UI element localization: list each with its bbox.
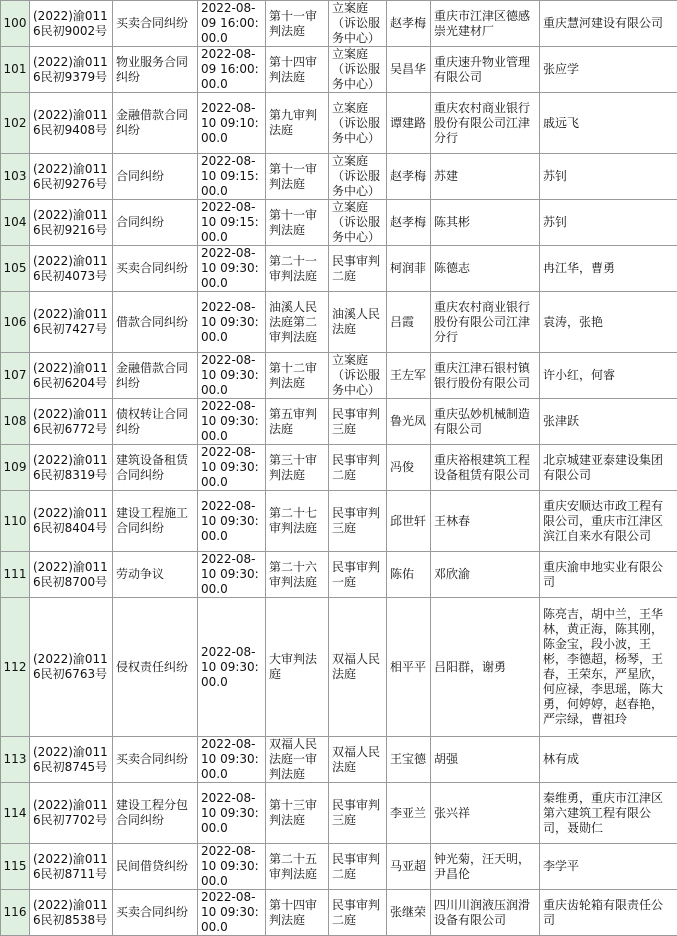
row-number: 106	[1, 292, 30, 353]
row-number: 102	[1, 93, 30, 154]
defendant-cell: 戚远飞	[540, 93, 677, 154]
table-row	[1, 552, 677, 598]
case-cause-cell: 借款合同纠纷	[113, 292, 198, 353]
plaintiff-cell: 苏建	[431, 154, 540, 200]
defendant-cell: 秦维勇，重庆市江津区第六建筑工程有限公司，聂勋仁	[540, 783, 677, 844]
judge-cell: 吕霞	[387, 292, 431, 353]
hearing-time-cell: 2022-08-10 09:30:00.0	[198, 598, 266, 737]
case-number-cell: (2022)渝0116民初9408号	[30, 93, 113, 154]
judge-cell: 马亚超	[387, 844, 431, 890]
department-cell: 民事审判一庭	[329, 552, 387, 598]
judge-cell: 相平平	[387, 598, 431, 737]
case-number-cell: (2022)渝0116民初9002号	[30, 1, 113, 47]
department-cell: 双福人民法庭	[329, 737, 387, 783]
row-number: 115	[1, 844, 30, 890]
case-cause-cell: 建设工程分包合同纠纷	[113, 783, 198, 844]
case-cause-cell: 物业服务合同纠纷	[113, 47, 198, 93]
hearing-time-cell: 2022-08-10 09:30:00.0	[198, 844, 266, 890]
department-cell: 民事审判二庭	[329, 844, 387, 890]
row-number: 103	[1, 154, 30, 200]
department-cell: 民事审判二庭	[329, 246, 387, 292]
courtroom-cell: 第三十审判法庭	[266, 445, 329, 491]
plaintiff-cell: 陈其彬	[431, 200, 540, 246]
judge-cell: 赵孝梅	[387, 154, 431, 200]
courtroom-cell: 双福人民法庭一审判法庭	[266, 737, 329, 783]
table-row	[1, 844, 677, 890]
judge-cell: 王左军	[387, 353, 431, 399]
row-number: 101	[1, 47, 30, 93]
defendant-cell: 李学平	[540, 844, 677, 890]
judge-cell: 冯俊	[387, 445, 431, 491]
courtroom-cell: 油溪人民法庭第二审判法庭	[266, 292, 329, 353]
hearing-time-cell: 2022-08-10 09:30:00.0	[198, 246, 266, 292]
department-cell: 立案庭（诉讼服务中心）	[329, 1, 387, 47]
hearing-time-cell: 2022-08-10 09:30:00.0	[198, 783, 266, 844]
courtroom-cell: 第十一审判法庭	[266, 200, 329, 246]
row-number: 114	[1, 783, 30, 844]
plaintiff-cell: 吕阳群，谢勇	[431, 598, 540, 737]
department-cell: 民事审判二庭	[329, 890, 387, 936]
judge-cell: 谭建路	[387, 93, 431, 154]
hearing-time-cell: 2022-08-10 09:30:00.0	[198, 890, 266, 936]
courtroom-cell: 第二十七审判法庭	[266, 491, 329, 552]
case-number-cell: (2022)渝0116民初8404号	[30, 491, 113, 552]
hearing-time-cell: 2022-08-10 09:30:00.0	[198, 353, 266, 399]
row-number: 109	[1, 445, 30, 491]
table-row	[1, 93, 677, 154]
case-number-cell: (2022)渝0116民初7702号	[30, 783, 113, 844]
department-cell: 民事审判三庭	[329, 783, 387, 844]
defendant-cell: 冉江华，曹勇	[540, 246, 677, 292]
plaintiff-cell: 重庆市江津区德感崇光建材厂	[431, 1, 540, 47]
hearing-time-cell: 2022-08-10 09:15:00.0	[198, 154, 266, 200]
defendant-cell: 林有成	[540, 737, 677, 783]
table-row	[1, 353, 677, 399]
defendant-cell: 陈亮吉，胡中兰，王华林，黄正海，陈其刚，陈金宝，段小波，王彬，李德超，杨琴，王春，王荣东，严星欣，何应禄，李思瑶，陈大勇，何婷婷，赵春艳，严宗绿，曹祖玲	[540, 598, 677, 737]
row-number: 112	[1, 598, 30, 737]
defendant-cell: 苏钊	[540, 154, 677, 200]
case-number-cell: (2022)渝0116民初8538号	[30, 890, 113, 936]
courtroom-cell: 第十一审判法庭	[266, 1, 329, 47]
courtroom-cell: 第十三审判法庭	[266, 783, 329, 844]
plaintiff-cell: 陈德志	[431, 246, 540, 292]
judge-cell: 王宝德	[387, 737, 431, 783]
judge-cell: 张继荣	[387, 890, 431, 936]
case-number-cell: (2022)渝0116民初6763号	[30, 598, 113, 737]
row-number: 110	[1, 491, 30, 552]
defendant-cell: 北京城建亚泰建设集团有限公司	[540, 445, 677, 491]
table-row	[1, 246, 677, 292]
case-cause-cell: 民间借贷纠纷	[113, 844, 198, 890]
defendant-cell: 重庆安顺达市政工程有限公司，重庆市江津区滨江自来水有限公司	[540, 491, 677, 552]
case-cause-cell: 金融借款合同纠纷	[113, 353, 198, 399]
case-cause-cell: 买卖合同纠纷	[113, 246, 198, 292]
hearing-time-cell: 2022-08-10 09:30:00.0	[198, 491, 266, 552]
department-cell: 民事审判三庭	[329, 399, 387, 445]
department-cell: 民事审判二庭	[329, 445, 387, 491]
courtroom-cell: 第二十五审判法庭	[266, 844, 329, 890]
plaintiff-cell: 重庆弘妙机械制造有限公司	[431, 399, 540, 445]
case-number-cell: (2022)渝0116民初6204号	[30, 353, 113, 399]
row-number: 104	[1, 200, 30, 246]
case-cause-cell: 建设工程施工合同纠纷	[113, 491, 198, 552]
table-row	[1, 200, 677, 246]
case-number-cell: (2022)渝0116民初9379号	[30, 47, 113, 93]
judge-cell: 柯润菲	[387, 246, 431, 292]
case-number-cell: (2022)渝0116民初9216号	[30, 200, 113, 246]
department-cell: 立案庭（诉讼服务中心）	[329, 353, 387, 399]
courtroom-cell: 第二十六审判法庭	[266, 552, 329, 598]
plaintiff-cell: 重庆裕根建筑工程设备租赁有限公司	[431, 445, 540, 491]
plaintiff-cell: 重庆农村商业银行股份有限公司江津分行	[431, 292, 540, 353]
defendant-cell: 张应学	[540, 47, 677, 93]
defendant-cell: 张津跃	[540, 399, 677, 445]
hearing-time-cell: 2022-08-10 09:15:00.0	[198, 200, 266, 246]
department-cell: 双福人民法庭	[329, 598, 387, 737]
hearing-time-cell: 2022-08-10 09:10:00.0	[198, 93, 266, 154]
case-number-cell: (2022)渝0116民初8711号	[30, 844, 113, 890]
hearing-time-cell: 2022-08-10 09:30:00.0	[198, 292, 266, 353]
case-number-cell: (2022)渝0116民初8745号	[30, 737, 113, 783]
row-number: 105	[1, 246, 30, 292]
judge-cell: 陈佑	[387, 552, 431, 598]
table-row	[1, 890, 677, 936]
case-number-cell: (2022)渝0116民初9276号	[30, 154, 113, 200]
hearing-time-cell: 2022-08-10 09:30:00.0	[198, 445, 266, 491]
case-cause-cell: 买卖合同纠纷	[113, 890, 198, 936]
courtroom-cell: 第十四审判法庭	[266, 47, 329, 93]
plaintiff-cell: 张兴祥	[431, 783, 540, 844]
case-number-cell: (2022)渝0116民初8700号	[30, 552, 113, 598]
table-row	[1, 399, 677, 445]
case-cause-cell: 买卖合同纠纷	[113, 1, 198, 47]
case-cause-cell: 合同纠纷	[113, 154, 198, 200]
plaintiff-cell: 四川川润液压润滑设备有限公司	[431, 890, 540, 936]
row-number: 107	[1, 353, 30, 399]
judge-cell: 鲁光凤	[387, 399, 431, 445]
judge-cell: 邱世轩	[387, 491, 431, 552]
case-cause-cell: 金融借款合同纠纷	[113, 93, 198, 154]
plaintiff-cell: 重庆江津石银村镇银行股份有限公司	[431, 353, 540, 399]
plaintiff-cell: 钟光菊，汪天明，尹昌伦	[431, 844, 540, 890]
table-row	[1, 598, 677, 737]
table-row	[1, 1, 677, 47]
plaintiff-cell: 王林春	[431, 491, 540, 552]
table-row	[1, 783, 677, 844]
row-number: 108	[1, 399, 30, 445]
department-cell: 民事审判三庭	[329, 491, 387, 552]
plaintiff-cell: 邓欣渝	[431, 552, 540, 598]
table-body	[1, 1, 677, 936]
courtroom-cell: 第十一审判法庭	[266, 154, 329, 200]
department-cell: 油溪人民法庭	[329, 292, 387, 353]
hearing-time-cell: 2022-08-10 09:30:00.0	[198, 399, 266, 445]
row-number: 113	[1, 737, 30, 783]
courtroom-cell: 第五审判法庭	[266, 399, 329, 445]
department-cell: 立案庭（诉讼服务中心）	[329, 47, 387, 93]
defendant-cell: 许小红，何睿	[540, 353, 677, 399]
hearing-time-cell: 2022-08-09 16:00:00.0	[198, 1, 266, 47]
plaintiff-cell: 重庆速升物业管理有限公司	[431, 47, 540, 93]
plaintiff-cell: 重庆农村商业银行股份有限公司江津分行	[431, 93, 540, 154]
defendant-cell: 重庆渝申地实业有限公司	[540, 552, 677, 598]
case-number-cell: (2022)渝0116民初6772号	[30, 399, 113, 445]
defendant-cell: 苏钊	[540, 200, 677, 246]
case-cause-cell: 合同纠纷	[113, 200, 198, 246]
judge-cell: 赵孝梅	[387, 200, 431, 246]
courtroom-cell: 第十二审判法庭	[266, 353, 329, 399]
hearing-time-cell: 2022-08-10 09:30:00.0	[198, 737, 266, 783]
courtroom-cell: 第二十一审判法庭	[266, 246, 329, 292]
defendant-cell: 重庆齿轮箱有限责任公司	[540, 890, 677, 936]
case-cause-cell: 债权转让合同纠纷	[113, 399, 198, 445]
case-cause-cell: 买卖合同纠纷	[113, 737, 198, 783]
hearing-time-cell: 2022-08-10 09:30:00.0	[198, 552, 266, 598]
case-number-cell: (2022)渝0116民初8319号	[30, 445, 113, 491]
plaintiff-cell: 胡强	[431, 737, 540, 783]
table-row	[1, 47, 677, 93]
department-cell: 立案庭（诉讼服务中心）	[329, 154, 387, 200]
row-number: 116	[1, 890, 30, 936]
table-row	[1, 292, 677, 353]
table-row	[1, 154, 677, 200]
table-row	[1, 491, 677, 552]
defendant-cell: 重庆慧河建设有限公司	[540, 1, 677, 47]
table-row	[1, 445, 677, 491]
judge-cell: 吴昌华	[387, 47, 431, 93]
case-cause-cell: 劳动争议	[113, 552, 198, 598]
courtroom-cell: 第十四审判法庭	[266, 890, 329, 936]
row-number: 100	[1, 1, 30, 47]
case-number-cell: (2022)渝0116民初4073号	[30, 246, 113, 292]
defendant-cell: 袁涛，张艳	[540, 292, 677, 353]
department-cell: 立案庭（诉讼服务中心）	[329, 200, 387, 246]
case-cause-cell: 建筑设备租赁合同纠纷	[113, 445, 198, 491]
case-cause-cell: 侵权责任纠纷	[113, 598, 198, 737]
hearing-time-cell: 2022-08-09 16:00:00.0	[198, 47, 266, 93]
judge-cell: 李亚兰	[387, 783, 431, 844]
case-number-cell: (2022)渝0116民初7427号	[30, 292, 113, 353]
courtroom-cell: 第九审判法庭	[266, 93, 329, 154]
judge-cell: 赵孝梅	[387, 1, 431, 47]
table-row	[1, 737, 677, 783]
department-cell: 立案庭（诉讼服务中心）	[329, 93, 387, 154]
row-number: 111	[1, 552, 30, 598]
courtroom-cell: 大审判法庭	[266, 598, 329, 737]
